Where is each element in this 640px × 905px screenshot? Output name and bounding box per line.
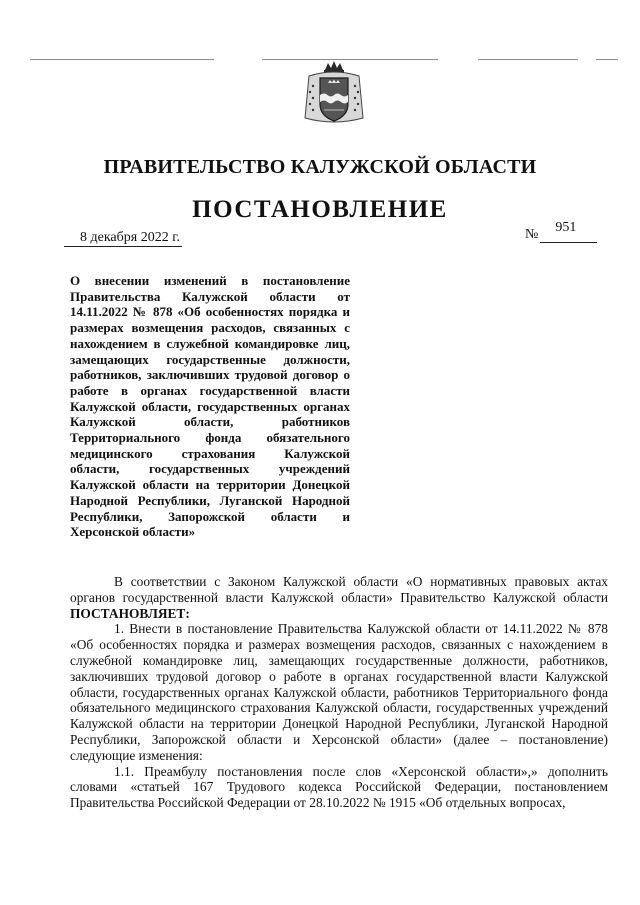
top-rule-left bbox=[30, 59, 214, 60]
date-value: 8 декабря 2022 г. bbox=[80, 230, 180, 245]
document-body bbox=[70, 574, 608, 811]
number-underline bbox=[540, 220, 597, 243]
document-number bbox=[525, 220, 597, 243]
top-rule-mid bbox=[478, 59, 578, 60]
document-subject: О внесении изменений в постановление Правительства Калужской области от 14.11.2022 № 878 «Об особенностях порядка и размерах возмещения расходов, связанных с нахождением в служебной командировке лиц, замещающих государственные должности, работников, заключивших трудовой договор о работе в органах государственной власти Калужской области, государственных органах Калужской области, работников Территориального фонда обязательного медицинского страхования Калужской области, государственных учреждений Калужской области на территории Донецкой Народной Республики, Луганской Народной Республики, Запорожской области и Херсонской области» bbox=[70, 273, 350, 540]
date-underline bbox=[64, 232, 80, 247]
preamble-paragraph bbox=[70, 574, 608, 621]
preamble-text: В соответствии с Законом Калужской области «О нормативных правовых актах органов государственной власти Калужской области» Правительство Калужской области bbox=[70, 574, 608, 605]
item-1-paragraph: 1. Внести в постановление Правительства Калужской области от 14.11.2022 № 878 «Об особенностях порядка и размерах возмещения расходов, связанных с нахождением в служебной командировке лиц, замещающих государственные должности, работников, заключивших трудовой договор о работе в органах государственной власти Калужской области, государственных органах Калужской области, работников Территориального фонда обязательного медицинского страхования Калужской области, государственных учреждений Калужской области на территории Донецкой Народной Республики, Луганской Народной Республики, Запорожской области и Херсонской области» (далее – постановление) следующие изменения: bbox=[70, 621, 608, 763]
item-1-1-paragraph: 1.1. Преамбулу постановления после слов «Херсонской области»,» дополнить словами «статьей 167 Трудового кодекса Российской Федерации, постановлением Правительства Российской Федерации от 28.10.2022 № 1915 «Об отдельных вопросах, bbox=[70, 763, 608, 811]
document-type: ПОСТАНОВЛЕНИЕ bbox=[192, 196, 448, 223]
number-sign: № bbox=[525, 227, 539, 242]
government-title: ПРАВИТЕЛЬСТВО КАЛУЖСКОЙ ОБЛАСТИ bbox=[103, 156, 537, 178]
document-date bbox=[64, 230, 182, 247]
number-value: 951 bbox=[555, 220, 577, 235]
coat-of-arms-icon bbox=[299, 58, 369, 128]
decree-word: ПОСТАНОВЛЯЕТ: bbox=[70, 605, 190, 621]
top-rule-right bbox=[596, 59, 618, 60]
